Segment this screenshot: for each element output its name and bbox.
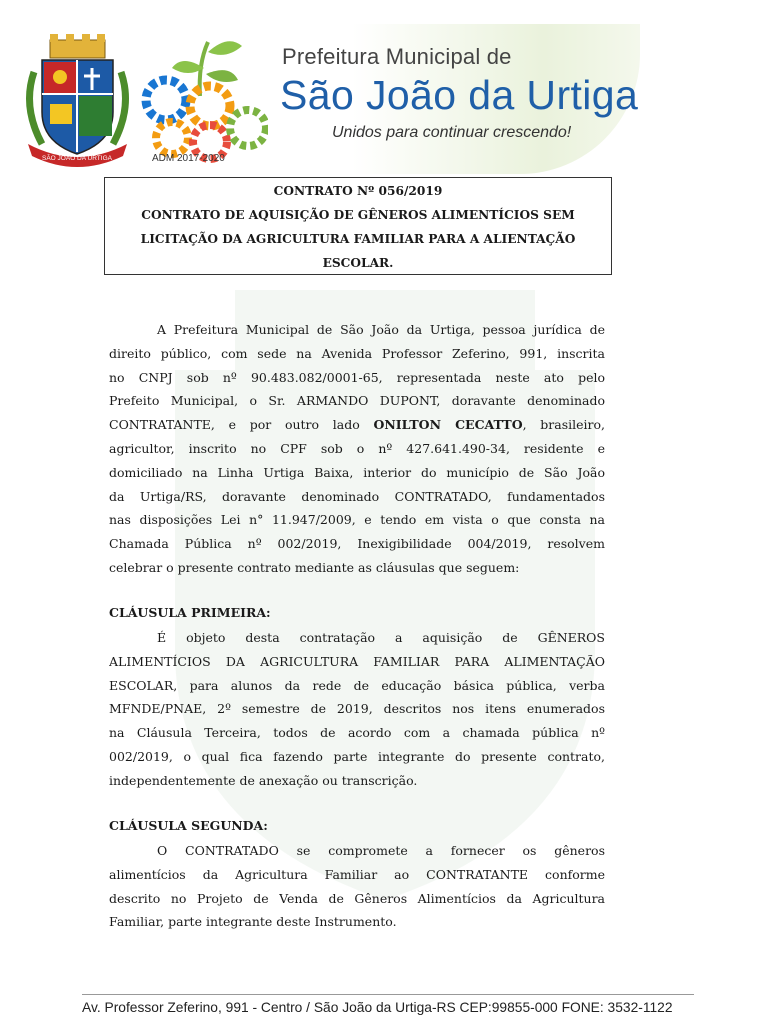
contract-number: CONTRATO Nº 056/2019 [273, 184, 443, 198]
clause-heading: CLÁUSULA PRIMEIRA: [109, 605, 271, 620]
contract-title-line: LICITAÇÃO DA AGRICULTURA FAMILIAR PARA A ALIENTAÇÃO [140, 232, 576, 246]
clause-paragraph [109, 626, 605, 793]
line-fragment: CONTRATANTE, e por outro lado [109, 417, 360, 433]
paragraph-line: A Prefeitura Municipal de São João da Urtiga, pessoa jurídica de [157, 322, 605, 337]
paragraph-line: O CONTRATADO se compromete a fornecer os gêneros [157, 843, 605, 858]
paragraph-line: direito público, com sede na Avenida Professor Zeferino, 991, inscrita [109, 345, 605, 361]
municipal-crest-logo [20, 32, 135, 167]
letterhead-title-line1: Prefeitura Municipal de [282, 44, 512, 69]
footer-divider [82, 994, 694, 995]
paragraph-line: MFNDE/PNAE, 2º semestre de 2019, descritos nos itens enumerados [109, 701, 605, 717]
preamble-paragraph [109, 318, 605, 580]
footer-address: Av. Professor Zeferino, 991 - Centro / São João da Urtiga-RS CEP:99855-000 FONE: 3532-1122 [82, 1000, 673, 1015]
paragraph-line: no CNPJ sob nº 90.483.082/0001-65, representada neste ato pelo [109, 369, 605, 385]
contract-title-line: CONTRATO DE AQUISIÇÃO DE GÊNEROS ALIMENTÍCIOS SEM [141, 208, 575, 222]
clause-paragraph [109, 839, 605, 934]
paragraph-line: alimentícios da Agricultura Familiar ao CONTRATANTE conforme [109, 866, 605, 882]
paragraph-line: independentemente de anexação ou transcrição. [109, 772, 418, 788]
paragraph-line: domiciliado na Linha Urtiga Baixa, interior do município de São João [109, 464, 605, 480]
contract-title-box [104, 177, 612, 275]
letterhead-slogan: Unidos para continuar crescendo! [332, 124, 572, 141]
paragraph-line: da Urtiga/RS, doravante denominado CONTRATADO, fundamentados [109, 488, 605, 504]
paragraph-line: descrito no Projeto de Venda de Gêneros Alimentícios da Agricultura [109, 890, 605, 906]
paragraph-line: na Cláusula Terceira, todos de acordo com a chamada pública nº [109, 725, 605, 741]
paragraph-line: nas disposições Lei n° 11.947/2009, e tendo em vista o que consta na [109, 512, 605, 528]
paragraph-line: Familiar, parte integrante deste Instrumento. [109, 914, 397, 930]
paragraph-line [109, 413, 605, 437]
adm-period-label: ADM 2017-2020 [152, 153, 225, 164]
line-fragment: , brasileiro, [522, 417, 605, 433]
paragraph-line: Prefeito Municipal, o Sr. ARMANDO DUPONT, doravante denominado [109, 393, 605, 409]
paragraph-line: celebrar o presente contrato mediante as cláusulas que seguem: [109, 559, 520, 575]
paragraph-line: ALIMENTÍCIOS DA AGRICULTURA FAMILIAR PARA ALIMENTAÇÃO [109, 653, 605, 669]
paragraph-line: Chamada Pública nº 002/2019, Inexigibilidade 004/2019, resolvem [109, 536, 605, 552]
paragraph-line: É objeto desta contratação a aquisição de GÊNEROS [157, 630, 605, 645]
paragraph-line: ESCOLAR, para alunos da rede de educação básica pública, verba [109, 677, 605, 693]
paragraph-line: agricultor, inscrito no CPF sob o nº 427.641.490-34, residente e [109, 440, 605, 456]
crest-banner-text: SÃO JOÃO DA URTIGA [42, 155, 112, 162]
clause-heading: CLÁUSULA SEGUNDA: [109, 818, 268, 833]
letterhead-title-line2: São João da Urtiga [280, 72, 639, 118]
paragraph-line: 002/2019, o qual fica fazendo parte integrante do presente contrato, [109, 748, 605, 764]
gears-plant-logo [138, 34, 268, 164]
contractor-name: ONILTON CECATTO [373, 417, 523, 433]
contract-title-line: ESCOLAR. [322, 256, 394, 270]
